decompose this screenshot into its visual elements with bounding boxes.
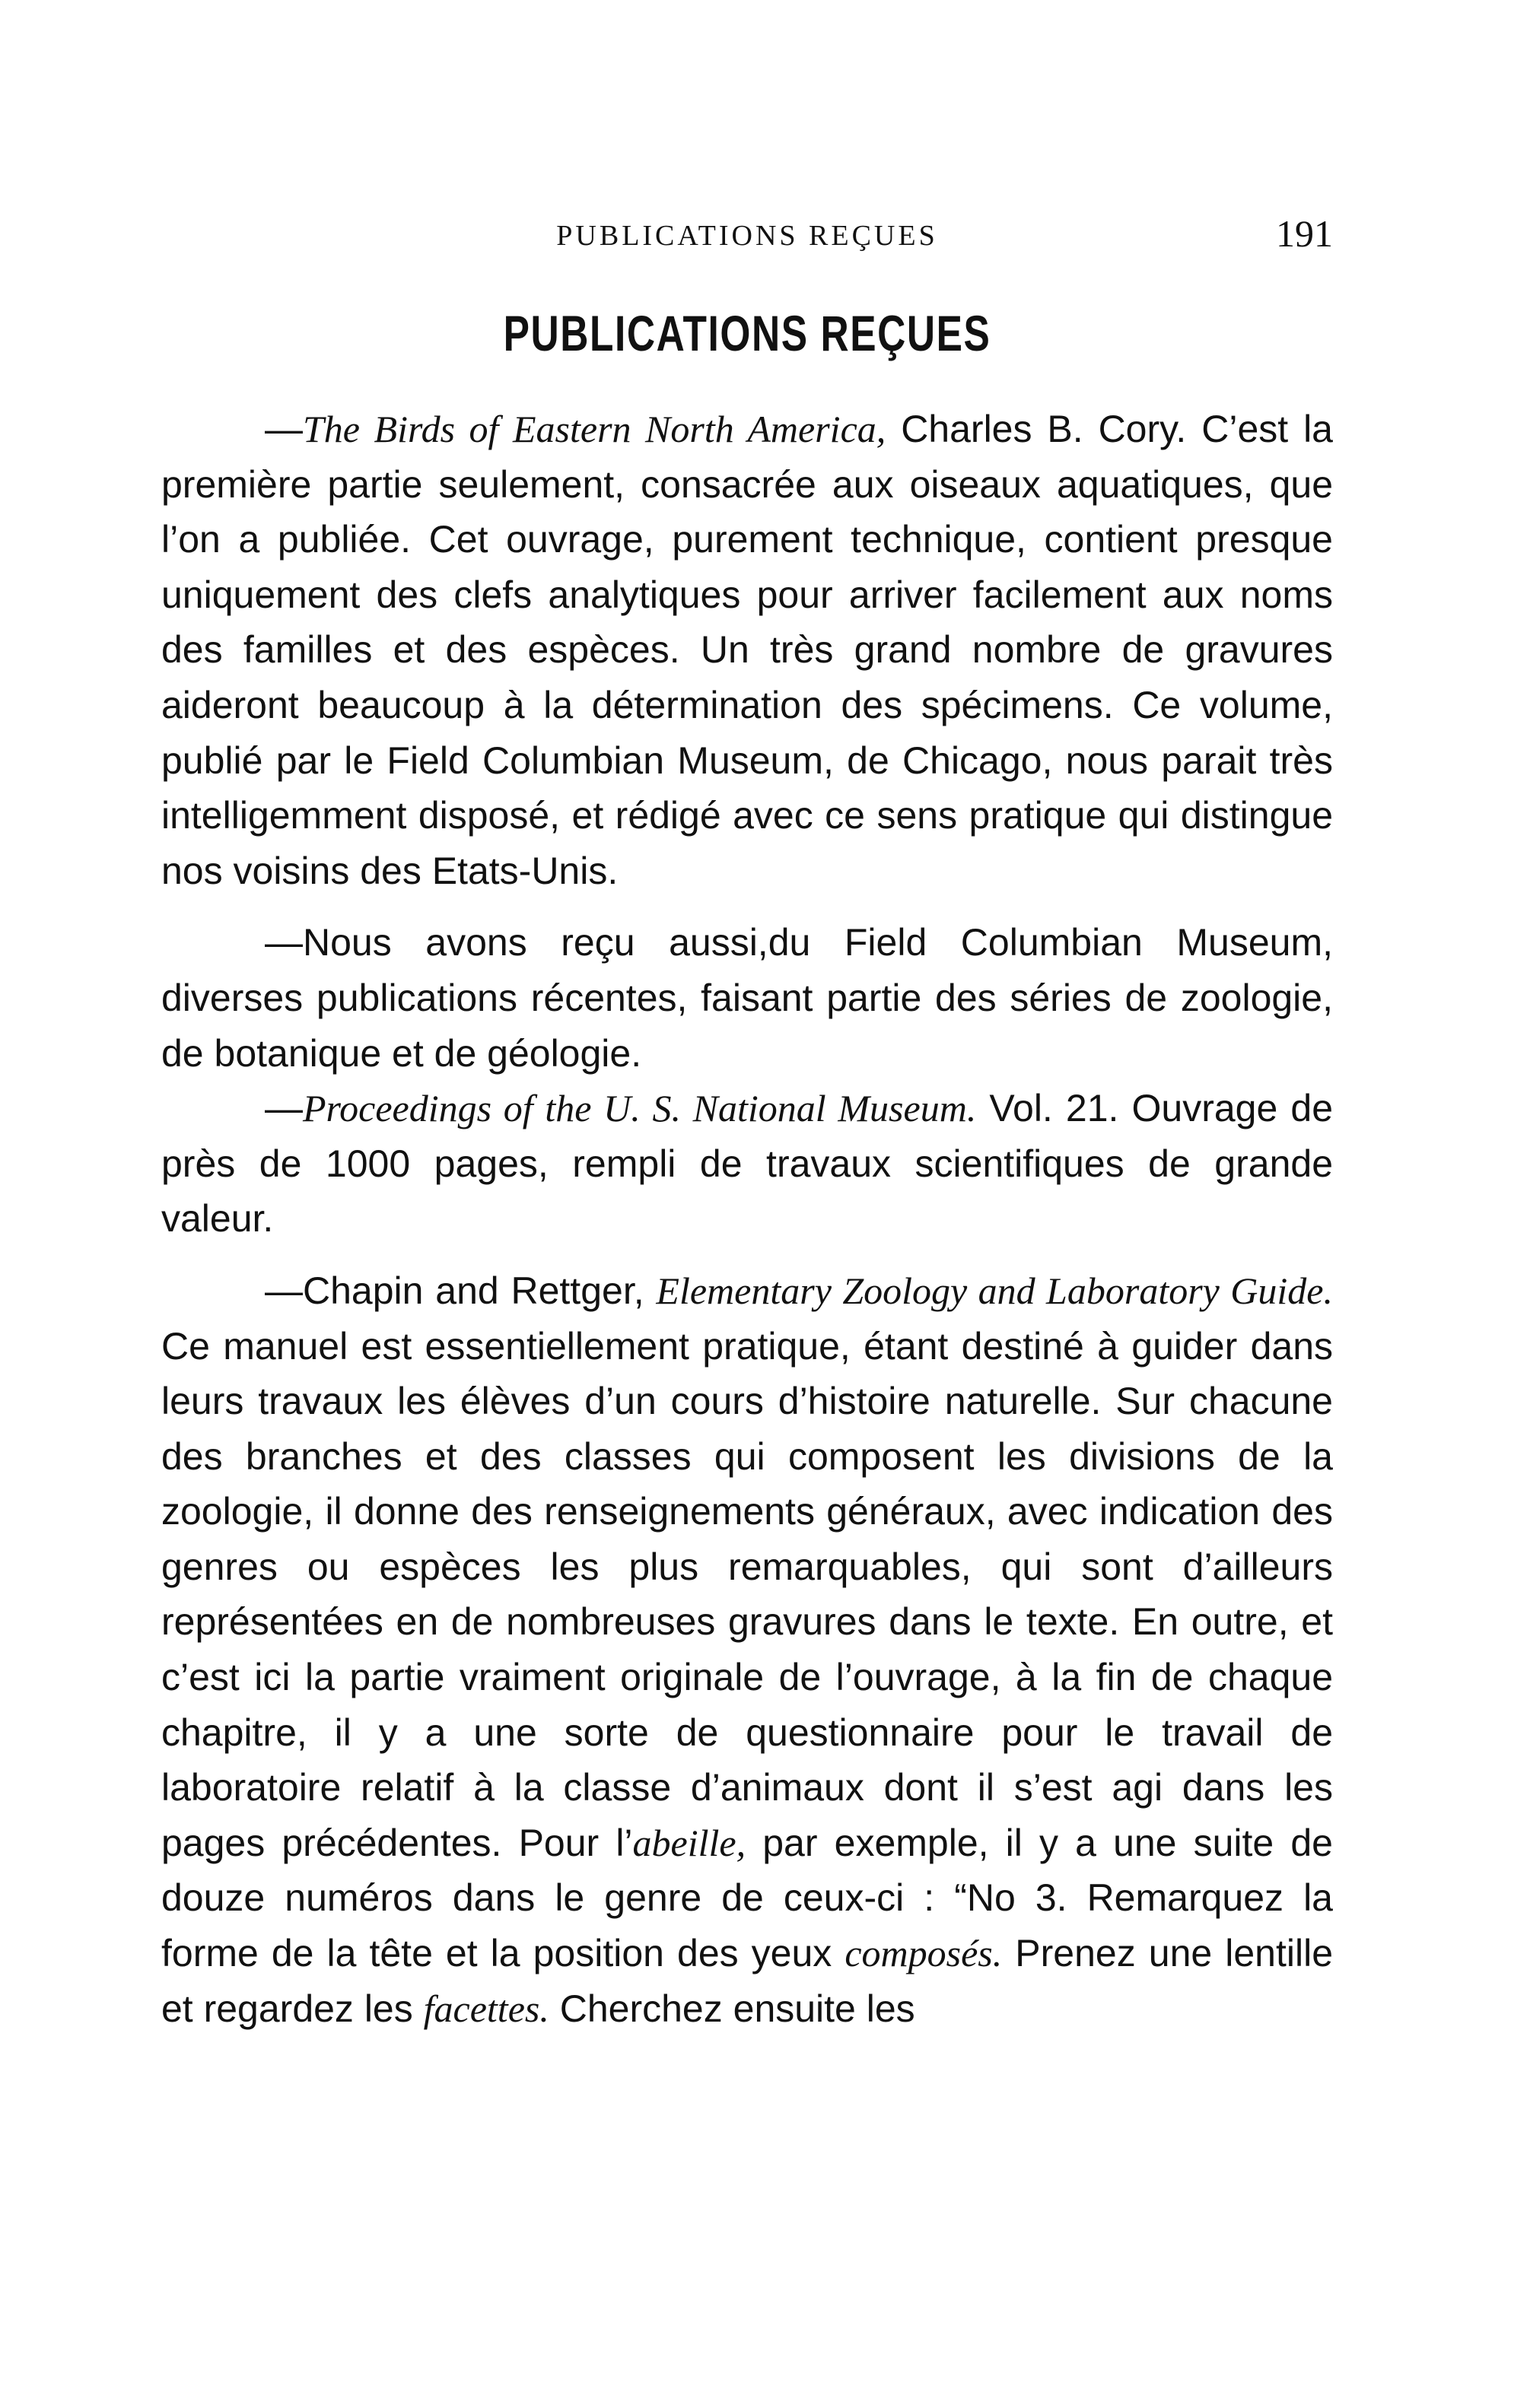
paragraph-field-museum	[161, 915, 1333, 1081]
paragraph-text: Ce manuel est essentiellement pratique, étant destiné à guider dans leurs travaux les élèves d’un cours d’histoire naturelle. Sur chacune des branches et des classes qui composent les divisions de la zoologie, il donne des renseignements généraux, avec indication des genres ou espèces les plus remarquables, qui sont d’ailleurs représentées en de nombreuses gravures dans le texte. En outre, et c’est ici la partie vraiment originale de l’ouvrage, à la fin de chaque chapitre, il y a une sorte de questionnaire pour le travail de laboratoire relatif à la classe d’animaux dont il s’est agi dans les pages précédentes. Pour l’	[161, 1324, 1333, 1864]
paragraph-text: Vol. 21. Ouvrage de près de 1000 pages, rempli de travaux scientifiques de grande valeur.	[161, 1087, 1334, 1241]
section-title: PUBLICATIONS REÇUES	[503, 305, 991, 361]
em-dash: —	[265, 1087, 303, 1130]
running-title: PUBLICATIONS REÇUES	[556, 220, 938, 252]
author-lead: —Chapin and Rettger,	[265, 1269, 657, 1312]
paragraph-text: par exemple, il y a une suite de douze numéros dans le genre de ceux-ci : “No 3. Remarquez la forme de la tête et la position des yeux	[161, 1821, 1333, 1975]
paragraph-elementary-zoology	[161, 1263, 1333, 2036]
italic-word-facettes: facettes.	[423, 1987, 549, 2030]
publication-title-proceedings: Proceedings of the U. S. National Museum.	[303, 1087, 977, 1130]
paragraph-text: Prenez une lentille et regardez les	[161, 1932, 1333, 2030]
paragraph-proceedings	[161, 1081, 1333, 1247]
italic-word-composes: composés.	[845, 1932, 1003, 1975]
running-head	[161, 211, 1333, 265]
book-title-birds: The Birds of Eastern North America,	[303, 408, 886, 450]
paragraph-text: Cherchez ensuite les	[549, 1987, 915, 2030]
author-name: Charles B. Cory.	[886, 408, 1187, 450]
page-number: 191	[1276, 212, 1333, 255]
body-text	[161, 402, 1333, 2036]
paragraph-text: C’est la première partie seulement, consacrée aux oiseaux aquatiques, que l’on a publiée. Cet ouvrage, purement technique, contient presque uniquement des clefs analytiques pour arriver facilement aux noms des familles et des espèces. Un très grand nombre de gravures aideront beaucoup à la détermination des spécimens. Ce volume, publié par le Field Columbian Museum, de Chicago, nous parait très intelligemment disposé, et rédigé avec ce sens pratique qui distingue nos voisins des Etats-Unis.	[161, 408, 1333, 892]
em-dash: —	[265, 408, 303, 450]
paragraph-text: —Nous avons reçu aussi,du Field Columbian Museum, diverses publications récentes, faisant partie des séries de zoologie, de botanique et de géologie.	[161, 921, 1333, 1075]
italic-word-abeille: abeille,	[632, 1821, 746, 1864]
book-title-zoology: Elementary Zoology and Laboratory Guide.	[656, 1269, 1333, 1312]
paragraph-birds-review	[161, 402, 1333, 898]
